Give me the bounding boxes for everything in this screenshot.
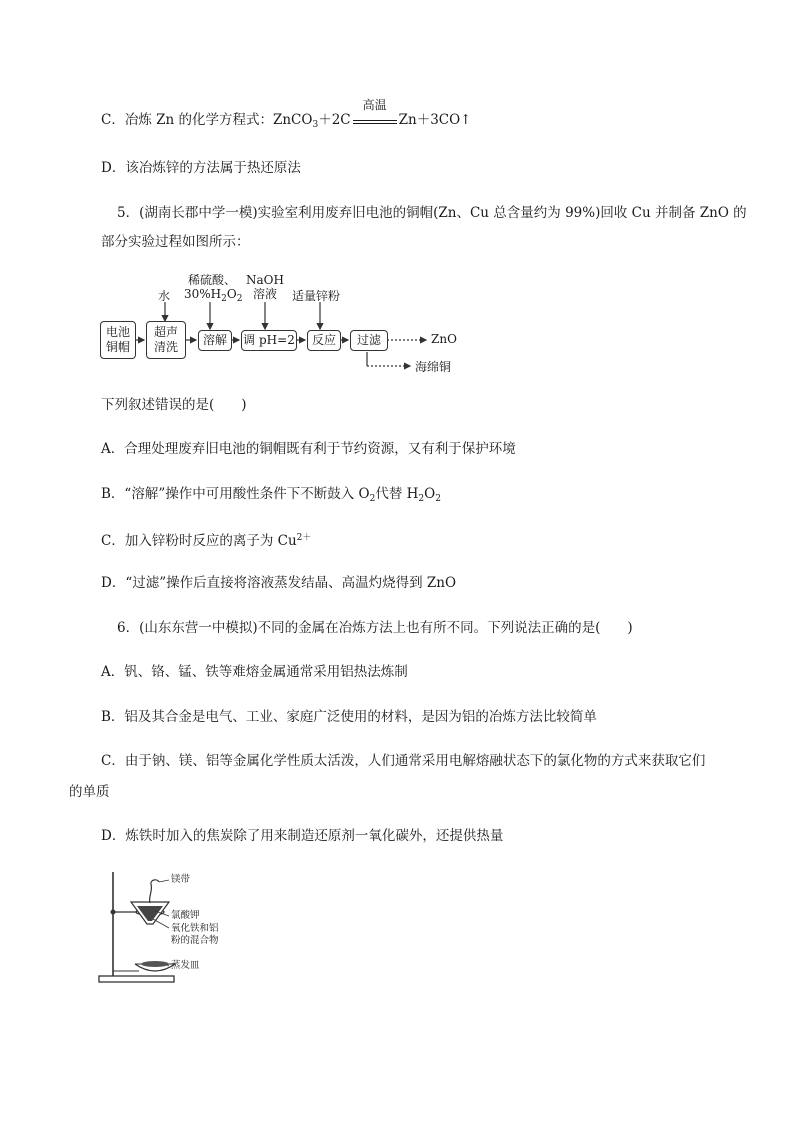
reaction-condition: 高温 [353, 110, 397, 124]
product-sponge-copper: 海绵铜 [415, 360, 452, 374]
label-mixture-line2: 粉的混合物 [171, 935, 219, 946]
q5-stem-line1: 5．(湖南长郡中学一模)实验室利用废弃旧电池的铜帽(Zn、Cu 总含量约为 99%)回收 Cu 并制备 ZnO 的 [117, 205, 747, 221]
reagent-zinc-powder: 适量锌粉 [292, 289, 341, 303]
reagent-acid: 稀硫酸、 $30\%H_2O_2$ [184, 273, 243, 304]
label-potassium-chlorate: 氯酸钾 [171, 910, 200, 921]
q6-option-d: D．炼铁时加入的焦炭除了用来制造还原剂一氧化碳外，还提供热量 [101, 828, 504, 844]
flow-step-ultrasonic-wash: 超声 清洗 [146, 321, 186, 359]
thermite-apparatus-figure [95, 868, 270, 988]
reagent-water: 水 [158, 289, 171, 303]
q6-stem: 6．(山东东营一中模拟)不同的金属在冶炼方法上也有所不同。下列说法正确的是( ) [117, 620, 633, 636]
q4-option-c: C．冶炼 Zn 的化学方程式：ZnCO$_3$＋2C 高温 Zn＋3CO↑ [101, 98, 472, 130]
q5-question: 下列叙述错误的是( ) [101, 397, 247, 413]
q6-option-c-line2: 的单质 [69, 784, 110, 800]
q5-option-a: A．合理处理废弃旧电池的铜帽既有利于节约资源，又有利于保护环境 [101, 441, 516, 457]
q5-option-b: B．“溶解”操作中可用酸性条件下不断鼓入 $O_2$代替 $H_2O_2$ [101, 486, 441, 504]
q5-option-c: C．加入锌粉时反应的离子为 $Cu^{2+}$ [101, 533, 312, 549]
process-flowchart [100, 272, 480, 382]
label-mixture-line1: 氧化铁和铝 [171, 923, 219, 934]
q6-option-b: B．铝及其合金是电气、工业、家庭广泛使用的材料，是因为铝的冶炼方法比较简单 [101, 709, 597, 725]
flow-step-dissolve: 溶解 [198, 330, 232, 351]
flow-step-react: 反应 [307, 330, 341, 351]
flow-step-battery-cap: 电池 铜帽 [100, 321, 136, 359]
label-magnesium-ribbon: 镁带 [171, 874, 191, 885]
product-zno: ZnO [431, 332, 457, 346]
q5-stem-line2: 部分实验过程如图所示： [101, 234, 250, 250]
flow-step-adjust-ph: 调 pH=2 [241, 330, 297, 351]
q5-option-d: D．“过滤”操作后直接将溶液蒸发结晶、高温灼烧得到 ZnO [101, 575, 457, 591]
q4-option-d: D．该冶炼锌的方法属于热还原法 [101, 160, 301, 176]
q6-option-a: A．钒、铬、锰、铁等难熔金属通常采用铝热法炼制 [101, 664, 408, 680]
reagent-naoh: NaOH 溶液 [246, 273, 284, 301]
flow-step-filter: 过滤 [350, 330, 388, 351]
q6-option-c-line1: C．由于钠、镁、铝等金属化学性质太活泼，人们通常采用电解熔融状态下的氯化物的方式来获取它们 [101, 753, 706, 769]
label-evaporating-dish: 蒸发皿 [171, 960, 200, 971]
